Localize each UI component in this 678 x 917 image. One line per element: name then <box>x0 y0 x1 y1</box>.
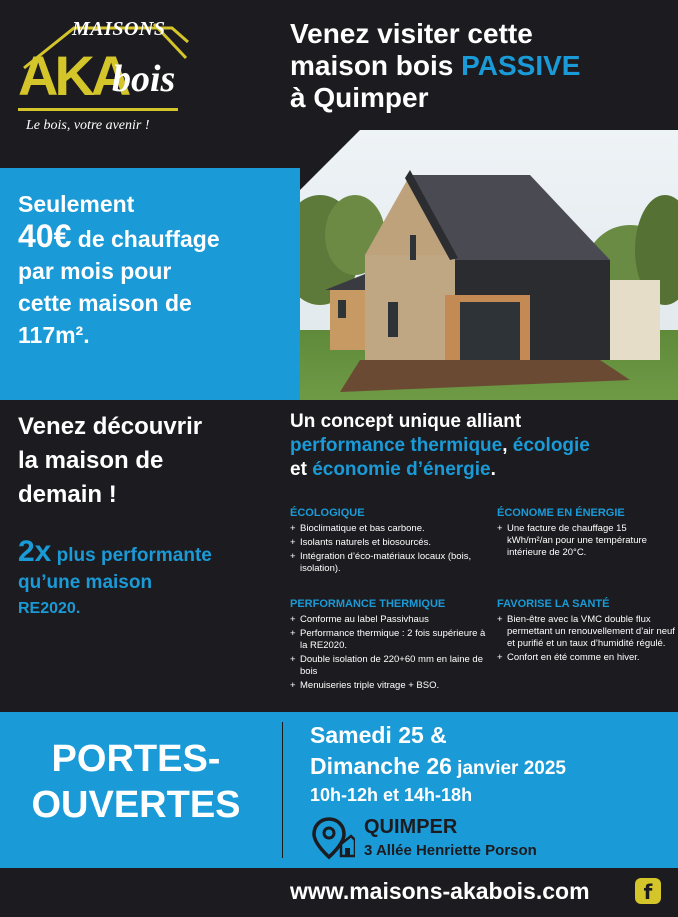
location-address: 3 Allée Henriette Porson <box>364 842 537 859</box>
hero-line4: cette maison de <box>18 290 192 316</box>
list-item: + Conforme au label Passivhaus <box>290 614 490 626</box>
perf-multiplier: 2x <box>18 535 52 568</box>
concept-end: . <box>490 459 496 480</box>
akabois-logo <box>14 10 194 140</box>
logo-tagline: Le bois, votre avenir ! <box>26 118 150 133</box>
divider <box>282 722 283 858</box>
feature-ecologique <box>290 506 490 577</box>
concept-heading <box>290 410 675 482</box>
list-item: + Intégration d’éco-matériaux locaux (bois, isolation). <box>290 551 490 575</box>
open-days-title <box>0 736 272 828</box>
feature-title: ÉCOLOGIQUE <box>290 507 365 519</box>
concept-line2 <box>290 434 675 458</box>
list-item: + Bioclimatique et bas carbone. <box>290 523 490 535</box>
perf-line1 <box>18 535 278 570</box>
concept-line3 <box>290 458 675 482</box>
performance-claim <box>18 535 278 622</box>
list-item: + Une facture de chauffage 15 kWh/m²/an pour une température intérieure de 20°C. <box>497 523 675 559</box>
feature-list <box>290 523 490 575</box>
headline-line3: à Quimper <box>290 82 429 113</box>
wooden-passive-house-photo <box>300 130 678 400</box>
list-item: + Menuiseries triple vitrage + BSO. <box>290 680 490 692</box>
hero-line1: Seulement <box>18 191 135 217</box>
perf-line2: qu’une maison <box>18 572 153 593</box>
logo-bois: bois <box>112 58 176 100</box>
feature-sante <box>497 597 675 666</box>
discover-heading <box>18 410 278 512</box>
date-month: janvier 2025 <box>451 758 566 779</box>
feature-list <box>290 614 490 692</box>
facebook-icon[interactable]: f <box>635 878 661 904</box>
hero-line2-text: de chauffage <box>71 226 220 252</box>
date-line2 <box>310 751 670 784</box>
open-days-title-1: PORTES- <box>51 738 221 780</box>
headline-accent: PASSIVE <box>461 50 581 81</box>
website-link[interactable]: www.maisons-akabois.com <box>290 878 590 904</box>
feature-list <box>497 614 675 664</box>
feature-title: ÉCONOME EN ÉNERGIE <box>497 507 625 519</box>
perf-line1-text: plus performante <box>51 545 212 566</box>
headline <box>290 18 670 114</box>
date-line1: Samedi 25 & <box>310 722 447 748</box>
hero-line2 <box>18 220 268 255</box>
open-hours: 10h-12h et 14h-18h <box>310 785 473 805</box>
feature-list <box>497 523 675 559</box>
house-photo <box>300 130 678 400</box>
location-city: QUIMPER <box>364 816 458 838</box>
feature-title: FAVORISE LA SANTÉ <box>497 598 610 610</box>
hero-line5: 117m². <box>18 322 90 348</box>
logo-underline <box>18 108 178 111</box>
list-item: + Performance thermique : 2 fois supérieure à la RE2020. <box>290 628 490 652</box>
hero-line3: par mois pour <box>18 258 172 284</box>
headline-line2 <box>290 50 670 82</box>
concept-accent-1: performance thermique <box>290 435 503 456</box>
headline-line2-text: maison bois <box>290 50 462 81</box>
hero-text <box>18 188 268 351</box>
list-item: + Isolants naturels et biosourcés. <box>290 537 490 549</box>
logo-aka: AKA <box>18 44 128 107</box>
concept-sep-1: , <box>502 435 513 456</box>
list-item: + Bien-être avec la VMC double flux permettant un renouvellement d’air neuf et purifié et un taux d’humidité régulé. <box>497 614 675 650</box>
discover-line1: Venez découvrir <box>18 413 203 440</box>
concept-sep-2: et <box>290 459 313 480</box>
hero-price: 40€ <box>18 218 72 254</box>
concept-accent-3: économie d’énergie <box>312 459 491 480</box>
concept-line1: Un concept unique alliant <box>290 411 522 432</box>
open-days-title-2: OUVERTES <box>31 784 241 826</box>
headline-line1: Venez visiter cette <box>290 18 533 49</box>
feature-title: PERFORMANCE THERMIQUE <box>290 598 446 610</box>
open-days-dates <box>310 720 670 806</box>
logo-maisons: MAISONS <box>72 18 166 40</box>
concept-accent-2: écologie <box>512 435 590 456</box>
perf-line3: RE2020. <box>18 600 81 617</box>
discover-line3: demain ! <box>18 481 117 508</box>
feature-econome <box>497 506 675 561</box>
date-sunday: Dimanche 26 <box>310 753 452 779</box>
feature-thermique <box>290 597 490 694</box>
list-item: + Double isolation de 220+60 mm en laine de bois <box>290 654 490 678</box>
list-item: + Confort en été comme en hiver. <box>497 652 675 664</box>
location-pin-house-icon <box>311 816 355 860</box>
discover-line2: la maison de <box>18 447 164 474</box>
